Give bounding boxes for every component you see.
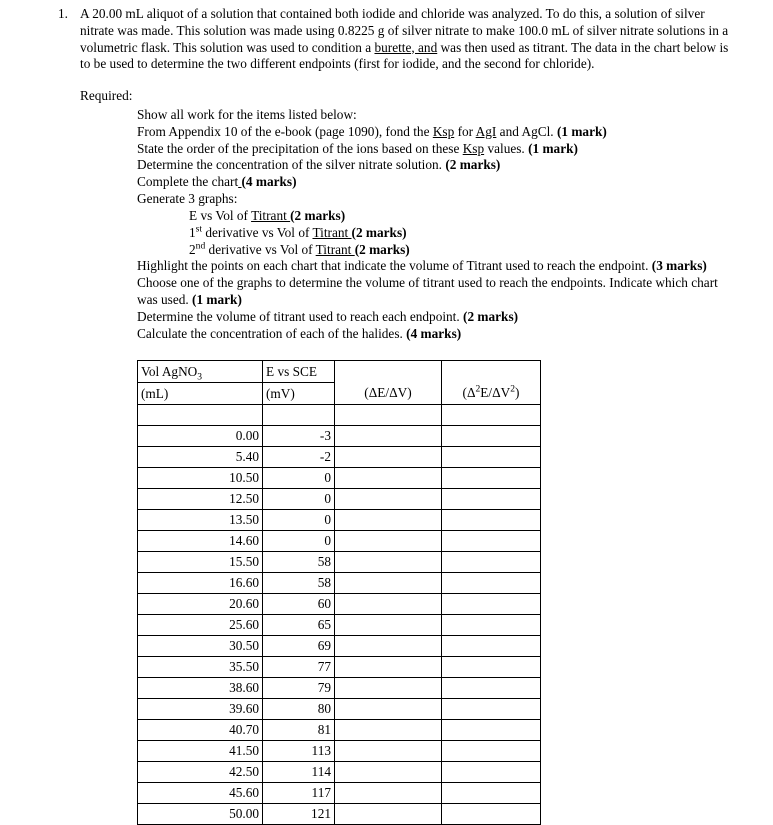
intro-part-3: was then used as titrant. The data in the chart below is to be used to determine the two different endpoints (first for iodide, and the second for chloride). <box>80 39 729 72</box>
table-row <box>138 489 541 510</box>
question-number: 1. <box>58 6 68 21</box>
cell-second-derivative[interactable] <box>442 426 541 447</box>
cell-e-vs-sce: 69 <box>263 636 335 657</box>
cell-first-derivative[interactable] <box>335 447 442 468</box>
cell-e-vs-sce: 65 <box>263 615 335 636</box>
cell-first-derivative[interactable] <box>335 489 442 510</box>
spacer-vol <box>138 405 263 426</box>
cell-first-derivative[interactable] <box>335 426 442 447</box>
cell-first-derivative[interactable] <box>335 678 442 699</box>
cell-first-derivative[interactable] <box>335 783 442 804</box>
cell-e-vs-sce: 0 <box>263 531 335 552</box>
header-delta2-e-delta-v2: $(\Delta^2E/\Delta V^2)$ <box>442 361 541 405</box>
table-row <box>138 678 541 699</box>
cell-vol-agno3: 15.50 <box>138 552 263 573</box>
cell-e-vs-sce: 58 <box>263 552 335 573</box>
header-e-vs-sce: E vs SCE <box>263 361 335 383</box>
cell-second-derivative[interactable] <box>442 699 541 720</box>
cell-e-vs-sce: 0 <box>263 510 335 531</box>
cell-e-vs-sce: -3 <box>263 426 335 447</box>
required-label: Required: <box>80 88 133 103</box>
cell-vol-agno3: 16.60 <box>138 573 263 594</box>
cell-e-vs-sce: 117 <box>263 783 335 804</box>
cell-first-derivative[interactable] <box>335 720 442 741</box>
cell-first-derivative[interactable] <box>335 636 442 657</box>
intro-underlined-burette: burette, and <box>374 39 438 55</box>
instruction-ksp-lookup: From Appendix 10 of the e-book (page 1090), fond the Ksp for AgI and AgCl. (1 mark) <box>137 123 607 139</box>
table-row <box>138 447 541 468</box>
cell-vol-agno3: 0.00 <box>138 426 263 447</box>
instruction-graph-first-derivative: 1st derivative vs Vol of Titrant (2 marks) <box>189 223 407 240</box>
cell-first-derivative[interactable] <box>335 594 442 615</box>
cell-first-derivative[interactable] <box>335 468 442 489</box>
cell-second-derivative[interactable] <box>442 510 541 531</box>
cell-second-derivative[interactable] <box>442 594 541 615</box>
instruction-generate-graphs: Generate 3 graphs: <box>137 191 238 207</box>
cell-vol-agno3: 5.40 <box>138 447 263 468</box>
spacer-e <box>263 405 335 426</box>
cell-first-derivative[interactable] <box>335 552 442 573</box>
cell-e-vs-sce: 58 <box>263 573 335 594</box>
header-vol-units: (mL) <box>138 383 263 405</box>
cell-vol-agno3: 30.50 <box>138 636 263 657</box>
cell-second-derivative[interactable] <box>442 678 541 699</box>
intro-part-1: A 20.00 mL aliquot of a solution that contained both iodide and chloride was analyzed. To do this, a solution of silver nitrate was made. This solution was made using 0.8225 g of silver nitrate to make 100.0 mL of silver nitrate solutions in a volumetric flask. This solution was used to condition a <box>80 6 729 55</box>
cell-e-vs-sce: 0 <box>263 468 335 489</box>
table-row <box>138 552 541 573</box>
cell-vol-agno3: 40.70 <box>138 720 263 741</box>
cell-vol-agno3: 14.60 <box>138 531 263 552</box>
table-row <box>138 468 541 489</box>
table-body <box>138 426 541 825</box>
header-e-units: (mV) <box>263 383 335 405</box>
table-row <box>138 594 541 615</box>
cell-first-derivative[interactable] <box>335 573 442 594</box>
table-row <box>138 657 541 678</box>
table-row <box>138 741 541 762</box>
cell-second-derivative[interactable] <box>442 636 541 657</box>
cell-vol-agno3: 12.50 <box>138 489 263 510</box>
cell-e-vs-sce: 60 <box>263 594 335 615</box>
cell-vol-agno3: 20.60 <box>138 594 263 615</box>
instruction-highlight-points: Highlight the points on each chart that indicate the volume of Titrant used to reach the endpoint. (3 marks) <box>137 258 707 274</box>
table-row <box>138 573 541 594</box>
table-row <box>138 531 541 552</box>
header-delta-e-delta-v: (ΔE/ΔV) <box>335 361 442 405</box>
cell-vol-agno3: 25.60 <box>138 615 263 636</box>
cell-second-derivative[interactable] <box>442 489 541 510</box>
cell-vol-agno3: 50.00 <box>138 804 263 825</box>
cell-first-derivative[interactable] <box>335 804 442 825</box>
cell-e-vs-sce: 114 <box>263 762 335 783</box>
cell-second-derivative[interactable] <box>442 552 541 573</box>
instruction-show-work: Show all work for the items listed below: <box>137 107 357 122</box>
cell-e-vs-sce: -2 <box>263 447 335 468</box>
instruction-choose-graph: Choose one of the graphs to determine the volume of titrant used to reach the endpoints. Indicate which chart was used. (1 mark) <box>137 275 718 307</box>
cell-vol-agno3: 13.50 <box>138 510 263 531</box>
cell-e-vs-sce: 79 <box>263 678 335 699</box>
table-row <box>138 804 541 825</box>
cell-first-derivative[interactable] <box>335 762 442 783</box>
cell-first-derivative[interactable] <box>335 657 442 678</box>
cell-vol-agno3: 42.50 <box>138 762 263 783</box>
cell-second-derivative[interactable] <box>442 720 541 741</box>
cell-first-derivative[interactable] <box>335 741 442 762</box>
cell-vol-agno3: 38.60 <box>138 678 263 699</box>
cell-second-derivative[interactable] <box>442 783 541 804</box>
table-row <box>138 699 541 720</box>
cell-vol-agno3: 45.60 <box>138 783 263 804</box>
header-vol-agno3: Vol AgNO$_3$ <box>138 361 263 383</box>
cell-e-vs-sce: 121 <box>263 804 335 825</box>
cell-second-derivative[interactable] <box>442 615 541 636</box>
instruction-determine-concentration: Determine the concentration of the silver nitrate solution. (2 marks) <box>137 157 501 173</box>
cell-e-vs-sce: 80 <box>263 699 335 720</box>
spacer-d1 <box>335 405 442 426</box>
cell-second-derivative[interactable] <box>442 531 541 552</box>
cell-vol-agno3: 35.50 <box>138 657 263 678</box>
cell-first-derivative[interactable] <box>335 531 442 552</box>
cell-second-derivative[interactable] <box>442 804 541 825</box>
cell-e-vs-sce: 81 <box>263 720 335 741</box>
cell-second-derivative[interactable] <box>442 447 541 468</box>
instruction-graph-e-vs-vol: E vs Vol of Titrant (2 marks) <box>189 207 346 223</box>
table-row <box>138 762 541 783</box>
table-row <box>138 783 541 804</box>
instruction-determine-volume: Determine the volume of titrant used to reach each endpoint. (2 marks) <box>137 308 519 324</box>
table-row <box>138 615 541 636</box>
cell-second-derivative[interactable] <box>442 657 541 678</box>
cell-e-vs-sce: 77 <box>263 657 335 678</box>
cell-e-vs-sce: 0 <box>263 489 335 510</box>
cell-second-derivative[interactable] <box>442 741 541 762</box>
cell-vol-agno3: 10.50 <box>138 468 263 489</box>
cell-second-derivative[interactable] <box>442 573 541 594</box>
cell-second-derivative[interactable] <box>442 468 541 489</box>
instruction-calculate-concentration: Calculate the concentration of each of the halides. (4 marks) <box>137 325 462 341</box>
cell-vol-agno3: 41.50 <box>138 741 263 762</box>
cell-second-derivative[interactable] <box>442 762 541 783</box>
cell-first-derivative[interactable] <box>335 615 442 636</box>
cell-first-derivative[interactable] <box>335 510 442 531</box>
table-header-row-1 <box>138 361 541 383</box>
instruction-precipitation-order: State the order of the precipitation of the ions based on these Ksp values. (1 mark) <box>137 140 578 156</box>
instruction-graph-second-derivative: 2nd derivative vs Vol of Titrant (2 marks) <box>189 240 410 257</box>
titration-data-table <box>137 360 541 825</box>
question-intro <box>80 6 735 73</box>
cell-vol-agno3: 39.60 <box>138 699 263 720</box>
instruction-list <box>137 107 737 342</box>
table-row <box>138 636 541 657</box>
instruction-complete-chart: Complete the chart (4 marks) <box>137 174 297 190</box>
table-spacer-row <box>138 405 541 426</box>
table-row <box>138 426 541 447</box>
table-row <box>138 720 541 741</box>
cell-first-derivative[interactable] <box>335 699 442 720</box>
cell-e-vs-sce: 113 <box>263 741 335 762</box>
spacer-d2 <box>442 405 541 426</box>
table-row <box>138 510 541 531</box>
